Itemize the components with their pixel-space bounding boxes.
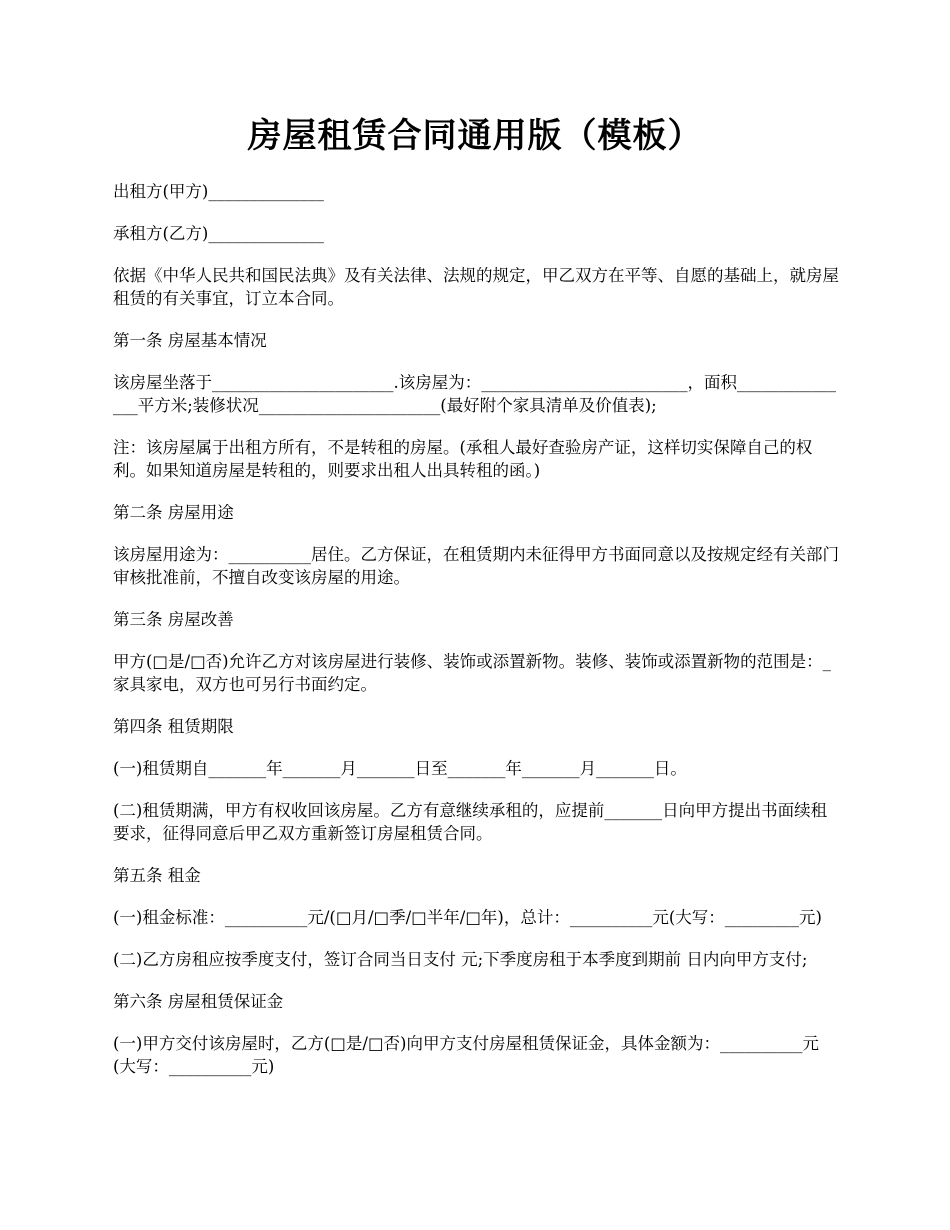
article-6-clause-1: (一)甲方交付该房屋时，乙方(□是/□否)向甲方支付房屋租赁保证金，具体金额为：__________元(大写：__________元)	[113, 1034, 819, 1076]
article-5-clause-1: (一)租金标准：__________元/(□月/□季/□半年/□年)，总计：__________元(大写：_________元)	[113, 908, 822, 927]
lessee-line: 承租方(乙方)______________	[113, 224, 324, 243]
document-body	[113, 180, 840, 1078]
article-6-heading: 第六条 房屋租赁保证金	[113, 992, 284, 1011]
note-paragraph: 注：该房屋属于出租方所有，不是转租的房屋。(承租人最好查验房产证，这样切实保障自己的权利。如果知道房屋是转租的，则要求出租人出具转租的函。)	[113, 438, 813, 480]
article-5-clause-2: (二)乙方房租应按季度支付，签订合同当日支付 元;下季度房租于本季度到期前 日内向甲方支付;	[113, 950, 808, 969]
article-3-heading: 第三条 房屋改善	[113, 610, 234, 629]
document-title: 房屋租赁合同通用版（模板）	[247, 116, 703, 156]
article-2-heading: 第二条 房屋用途	[113, 503, 234, 522]
article-4-heading: 第四条 租赁期限	[113, 717, 234, 736]
article-1-heading: 第一条 房屋基本情况	[113, 331, 267, 350]
article-1-paragraph: 该房屋坐落于______________________.该房屋为：_________________________，面积_______________平方米;装修状况______________________(最好附个家具清单及价值表);	[113, 373, 836, 415]
article-3-paragraph: 甲方(□是/□否)允许乙方对该房屋进行装修、装饰或添置新物。装修、装饰或添置新物的范围是：_家具家电，双方也可另行书面约定。	[113, 652, 831, 694]
article-2-paragraph: 该房屋用途为：__________居住。乙方保证，在租赁期内未征得甲方书面同意以及按规定经有关部门审核批准前，不擅自改变该房屋的用途。	[113, 545, 839, 587]
article-4-clause-2: (二)租赁期满，甲方有权收回该房屋。乙方有意继续承租的，应提前_______日向甲方提出书面续租要求，征得同意后甲乙双方重新签订房屋租赁合同。	[113, 801, 828, 843]
article-5-heading: 第五条 租金	[113, 866, 201, 885]
lessor-line: 出租方(甲方)______________	[113, 182, 324, 201]
preamble-paragraph: 依据《中华人民共和国民法典》及有关法律、法规的规定，甲乙双方在平等、自愿的基础上，就房屋租赁的有关事宜，订立本合同。	[113, 266, 839, 308]
article-4-clause-1: (一)租赁期自_______年_______月_______日至_______年_______月_______日。	[113, 759, 687, 778]
